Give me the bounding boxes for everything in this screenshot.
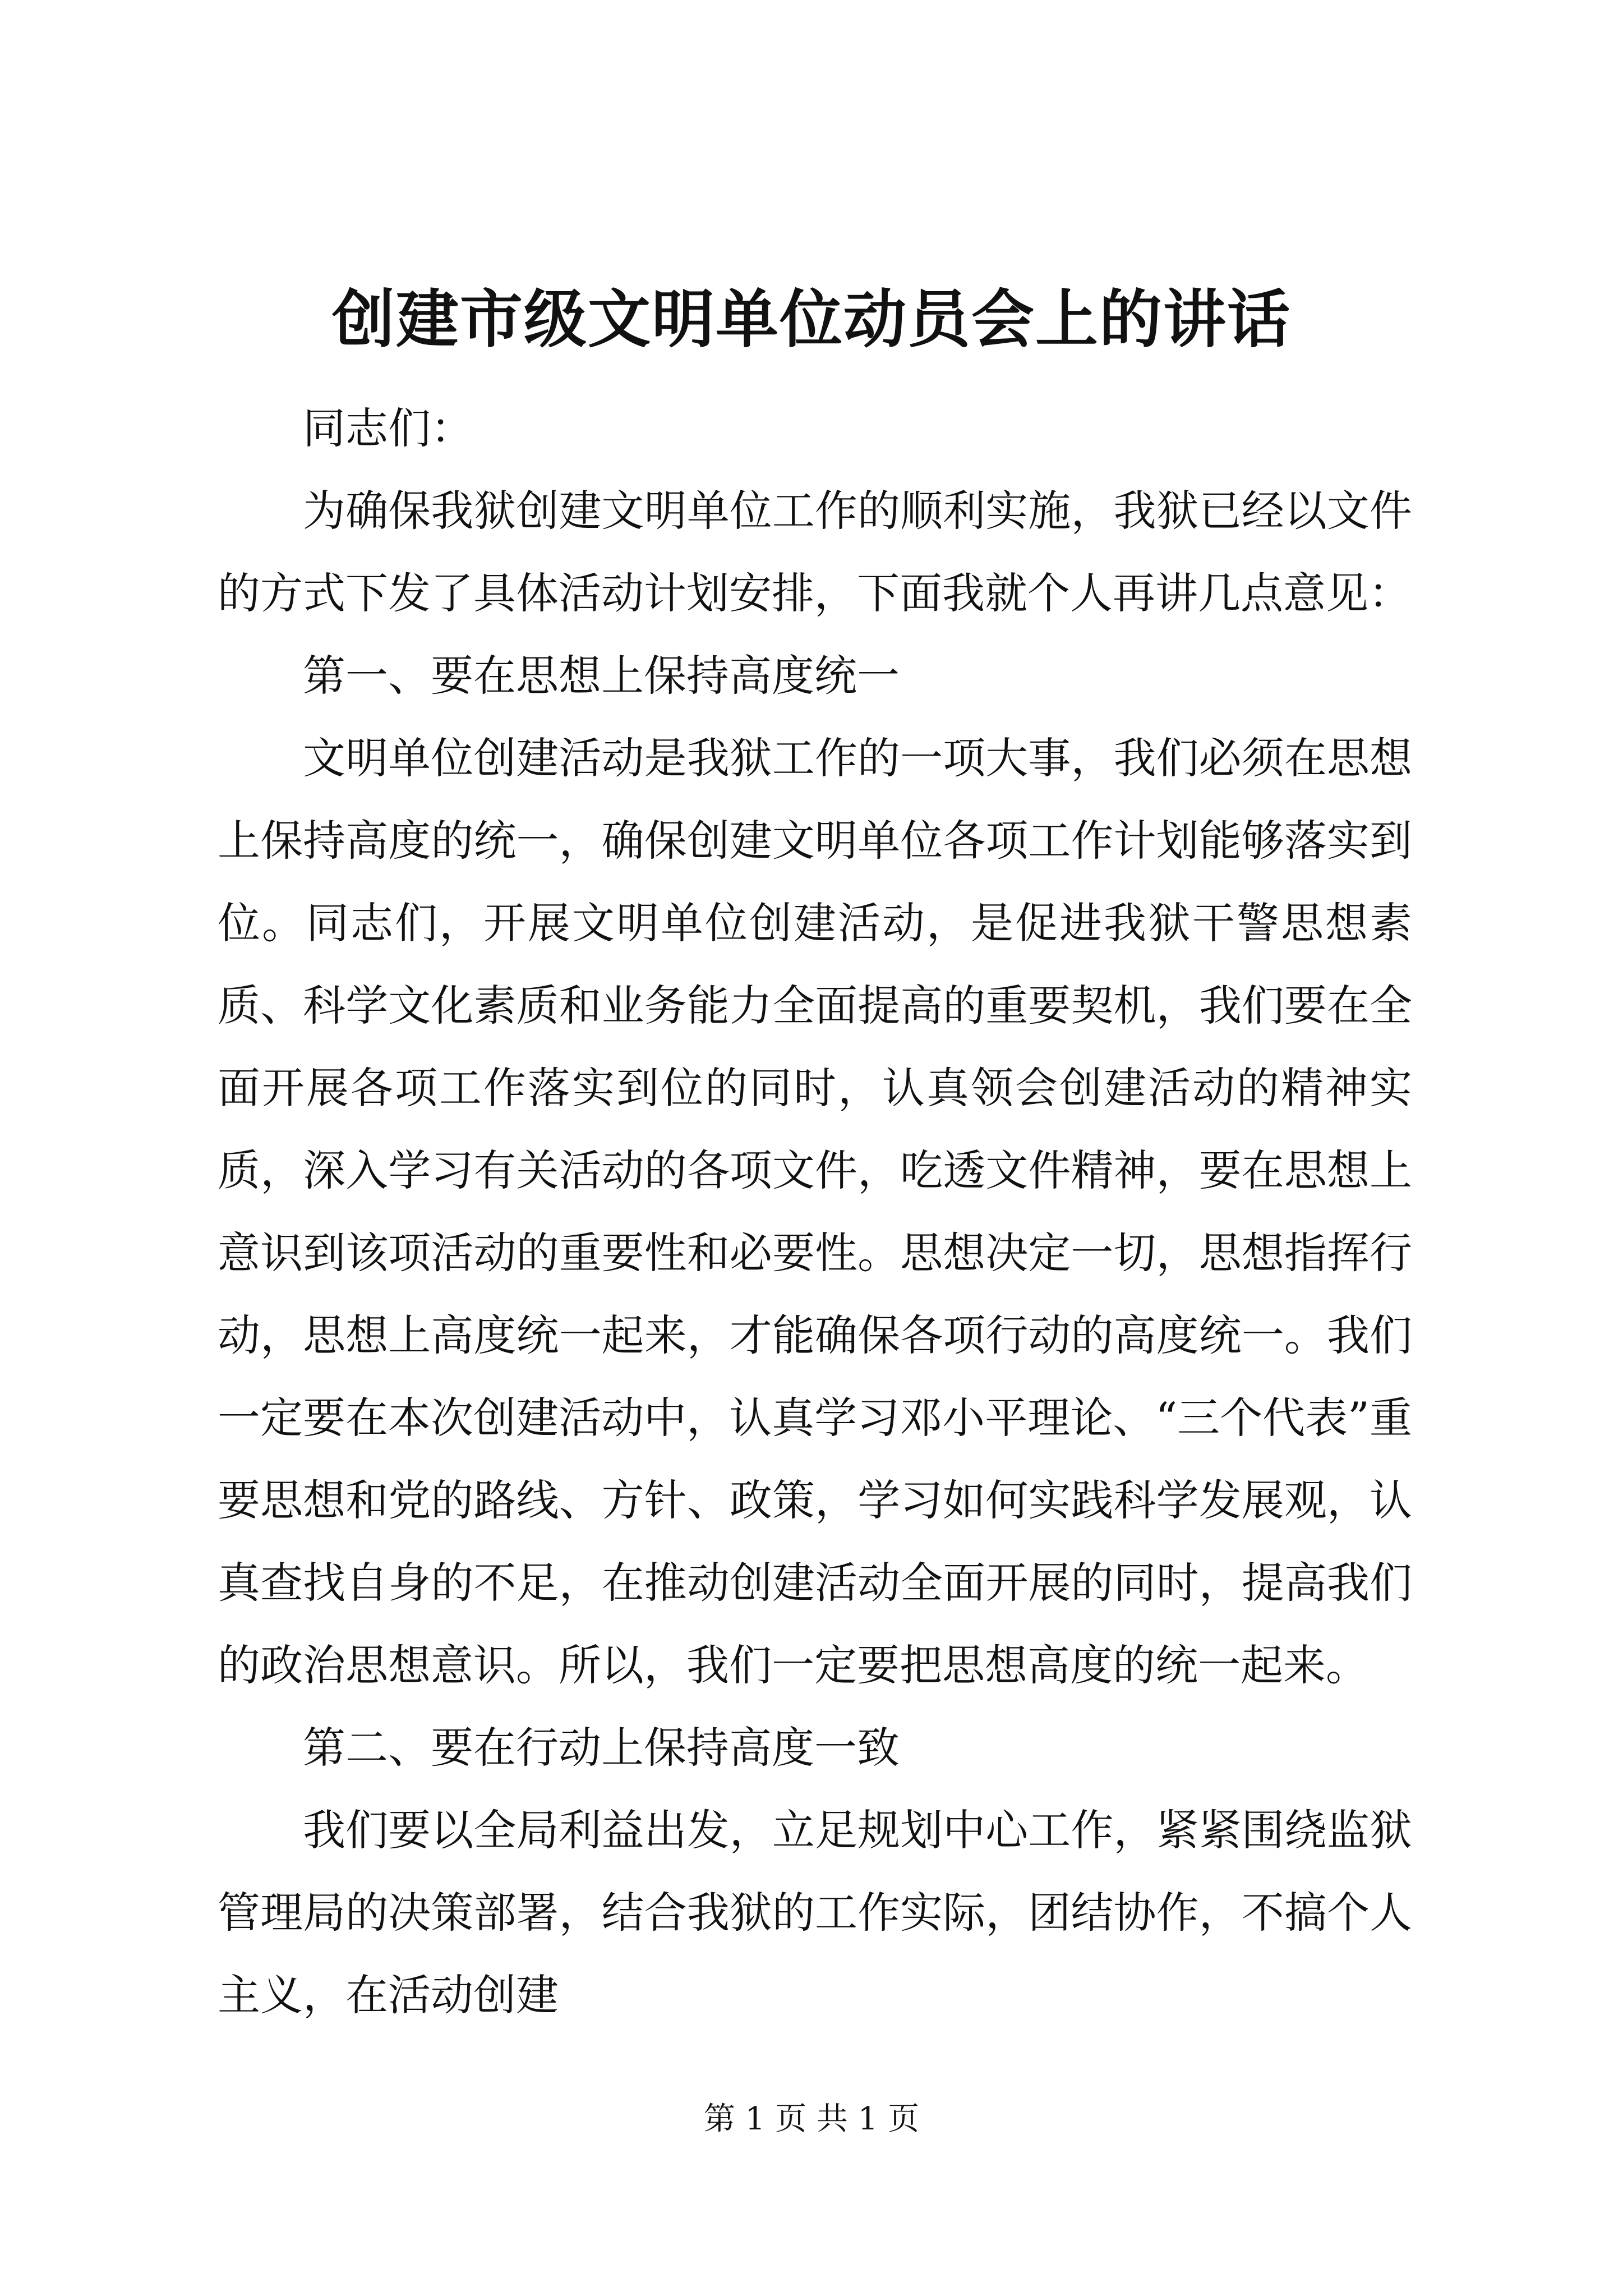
document-title: 创建市级文明单位动员会上的讲话 (332, 283, 1291, 356)
salutation-paragraph: 同志们： (303, 403, 473, 453)
section-body-1: 文明单位创建活动是我狱工作的一项大事，我们必须在思想上保持高度的统一，确保创建文明单位各项工作计划能够落实到位。同志们，开展文明单位创建活动，是促进我狱干警思想素质、科学文化素质和业务能力全面提高的重要契机，我们要在全面开展各项工作落实到位的同时，认真领会创建活动的精神实质，深入学习有关活动的各项文件，吃透文件精神，要在思想上意识到该项活动的重要性和必要性。思想决定一切，思想指挥行动，思想上高度统一起来，才能确保各项行动的高度统一。我们一定要在本次创建活动中，认真学习邓小平理论、“三个代表”重要思想和党的路线、方针、政策，学习如何实践科学发展观，认真查找自身的不足，在推动创建活动全面开展的同时，提高我们的政治思想意识。所以，我们一定要把思想高度的统一起来。 (218, 733, 1412, 1690)
intro-paragraph: 为确保我狱创建文明单位工作的顺利实施，我狱已经以文件的方式下发了具体活动计划安排，下面我就个人再讲几点意见： (218, 486, 1412, 618)
section-body-2: 我们要以全局利益出发，立足规划中心工作，紧紧围绕监狱管理局的决策部署，结合我狱的工作实际，团结协作，不搞个人主义，在活动创建 (218, 1805, 1412, 2020)
document-body (218, 387, 1412, 2036)
section-heading-2: 第二、要在行动上保持高度一致 (303, 1723, 900, 1773)
section-heading-1: 第一、要在思想上保持高度统一 (303, 651, 900, 701)
page-footer: 第 1 页 共 1 页 (703, 2101, 920, 2137)
